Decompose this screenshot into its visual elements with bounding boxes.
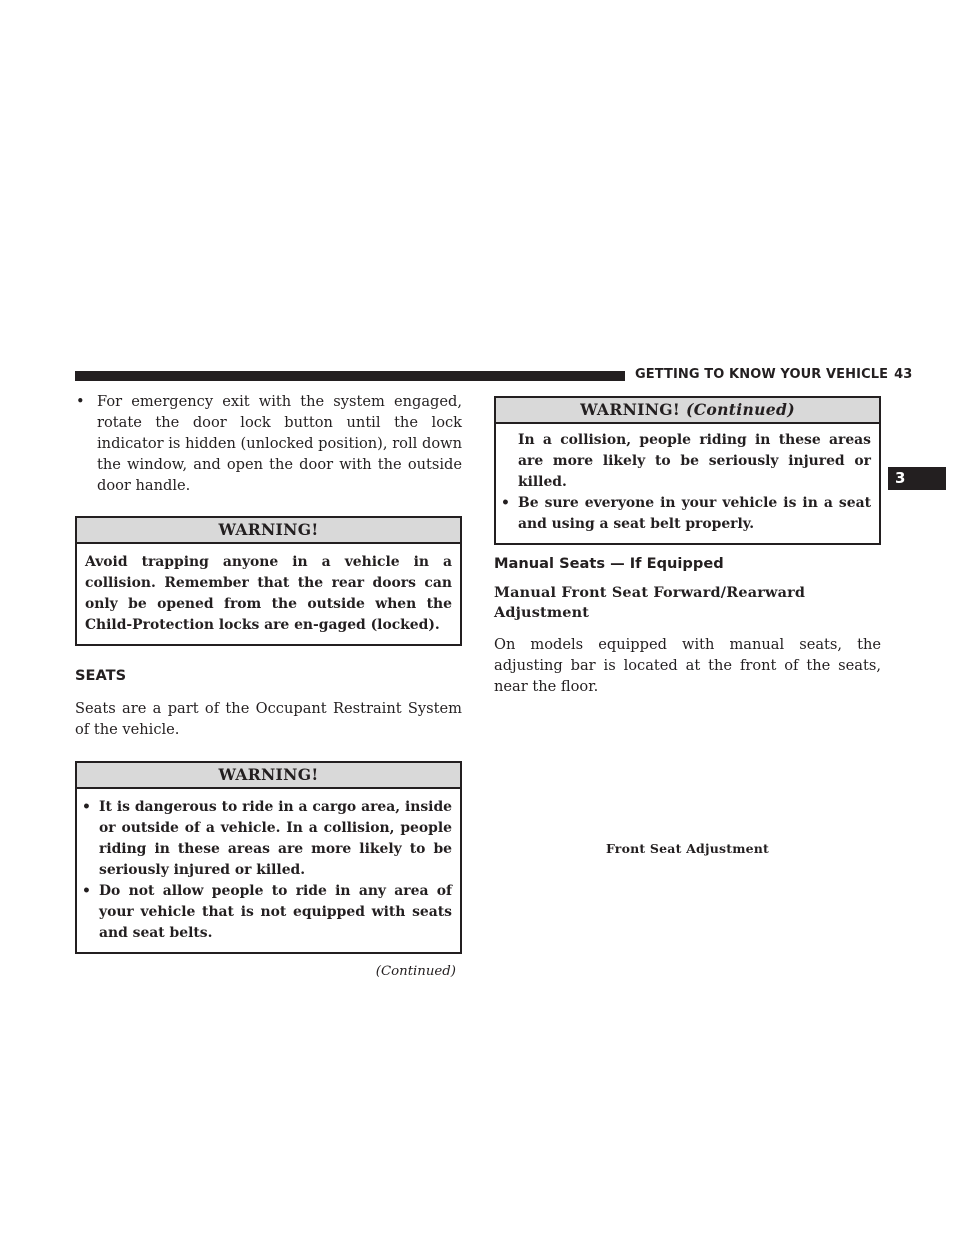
section-heading-manual-seats: Manual Seats — If Equipped <box>494 555 724 572</box>
warning-text: Avoid trapping anyone in a vehicle in a collision. Remember that the rear doors can only be opened from the outside when the Child-Protection locks are en-gaged (locked). <box>85 554 452 633</box>
emergency-exit-list <box>75 391 462 496</box>
seats-paragraph: Seats are a part of the Occupant Restraint System of the vehicle. <box>75 700 462 738</box>
warning-body <box>77 789 460 952</box>
warning-item-text: Be sure everyone in your vehicle is in a seat and using a seat belt properly. <box>518 495 871 532</box>
bullet-glyph: • <box>82 883 91 899</box>
left-column <box>75 391 462 979</box>
warning-title: WARNING! <box>77 763 460 789</box>
section-heading-seats: SEATS <box>75 667 127 684</box>
list-item <box>500 493 871 535</box>
running-header <box>635 367 913 382</box>
warning-title-row <box>496 398 879 424</box>
manual-seats-paragraph: On models equipped with manual seats, the adjusting bar is located at the front of the seats, near the floor. <box>494 636 881 695</box>
warning-body <box>496 424 879 543</box>
warning-title: WARNING! <box>77 518 460 544</box>
list-item <box>75 391 462 496</box>
warning-item-text: It is dangerous to ride in a cargo area, inside or outside of a vehicle. In a collision, people riding in these areas are more likely to be seriously injured or killed. <box>99 799 452 878</box>
warning-continued: (Continued) <box>686 400 795 419</box>
warning-list <box>500 493 871 535</box>
warning-body <box>77 544 460 644</box>
subheading-front-seat-adjustment: Manual Front Seat Forward/Rearward Adjustment <box>494 584 806 621</box>
warning-continued-text: In a collision, people riding in these areas are more likely to be seriously injured or killed. <box>518 432 871 490</box>
warning-item-text: Do not allow people to ride in any area of your vehicle that is not equipped with seats and seat belts. <box>99 883 452 941</box>
list-item <box>81 881 452 944</box>
emergency-exit-text: For emergency exit with the system engaged, rotate the door lock button until the lock indicator is hidden (unlocked position), roll down the window, and open the door with the outside door handle. <box>97 393 462 494</box>
warning-box-child-protection <box>75 516 462 646</box>
warning-list <box>81 797 452 944</box>
figure-caption: Front Seat Adjustment <box>605 841 770 856</box>
warning-box-continued <box>494 396 881 545</box>
warning-box-cargo <box>75 761 462 954</box>
right-column <box>494 396 881 697</box>
header-rule <box>75 371 625 381</box>
chapter-tab: 3 <box>888 467 946 490</box>
bullet-glyph: • <box>501 495 510 511</box>
bullet-glyph: • <box>76 393 85 410</box>
list-item <box>81 797 452 881</box>
header-title: GETTING TO KNOW YOUR VEHICLE <box>635 367 889 382</box>
warning-title: WARNING! <box>580 400 681 419</box>
page-number: 43 <box>894 367 913 382</box>
bullet-glyph: • <box>82 799 91 815</box>
continued-label: (Continued) <box>375 964 456 979</box>
